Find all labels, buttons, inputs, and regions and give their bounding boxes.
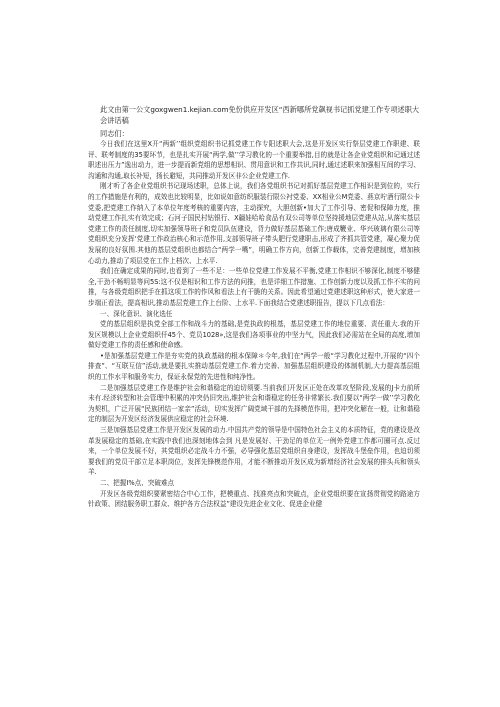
salutation: 同志们： xyxy=(100,129,129,138)
document-body xyxy=(88,139,420,510)
section-heading: 一、深化意识、演化选任 xyxy=(100,309,173,318)
body-paragraph: 刚才听了各企业党组织书记现场述职，总体上说，我们各党组织书记对抓好基层党建工作相识是到位的，实行的工作措施是有利的，成效也比较明显，比如说如意纺织服装行限公衬党委、XX相业公M党委、燕京咛酒行限公卡党委,把党建工作纳入了本单位年度考核的重要内容，主动探究，大胆创新•加大了工作引导、密促和保障力度，推动党建工作扎实有效完成；石河子国民村钻银行、X疆娃哈哈食品有双公司等单位坚持援地层党建从站,从落实基层党建工作的责任制度,切实加强领导班子和党员队伍建设，背力做好基层基础工作;唐成鞭业、华兴玻璃有限公司等党组织充分发挥‘党建工作政治核心和示范作用,支部领导班子带头肥行党建职击,形成了齐抓共管党建，凝心聚力促发展的良好氛围.其他的基层党组织也都结合“两学一嘴”，明确工作方向，创新工作载体，完善党建制度，增加核心动力,推动了项层党在工作上档次、上水平. xyxy=(88,182,420,265)
body-paragraph: 二是加强基层党建工作是维护社会和谐稳定的迫切须要.当前我们开发区正处在改革攻坚阶段,发展的J卡力前所未有.经济转型和社会管理中积累的冲突仍旧突出,维护社会和谐稳定的任务非常繁长.我们要以“两学一做’’学习教化为契机，广泛开展“民族团结一家亲”活动，切实发挥广阔党域干部的先择模范作用，把冲突化解在一般，让和谐稳定的制层为开发区经济发展供应稳定的社会环境. xyxy=(88,383,420,424)
body-paragraph: 我们在确定成果的同时,也看到了一些不足：一些单位党建工作发展不平衡,党建工作相识不够深化,制度不够健全,干劲不畅明显等问5S:这不仅是相识和工作方法的问推，也是详细工作措施、工作创新力度以及抓工作不实的问推，与各级党组织把手在抓这项工作的作风和看法上有干脆的关系。因此希望通过党建述职这种形式，使大家进一步端正看法，提高相识,推动基层党建工作上台阶、上水平.下面我结合党建述职报告，提以下几点看法： xyxy=(88,267,420,307)
body-paragraph: 今日我们在这里X开“两新’’组织党组织书记抓党建工作专阳述职大会,这是开发区实行祭层党建工作职建、联评、联考制度的35要环节，也是扎实开展“两学,做’’学习教化的一个重要举措,目的就是让各企业党组织和记通过述职述出压力”逸出动力，进一步提而新党组的思想相识、贯用意识和工作共识,同时,通过述职来加强相互间的学习、沟通和沟通,取长补短，扬长避短，共同推动开发区非公企业党建工作. xyxy=(88,140,420,180)
document-title: 此文由第一公文goxgwen1.kejian.com免份供应开发区“西新哪所党飙视书记抓党建工作专项述职大会讲话稿 xyxy=(100,105,420,125)
body-paragraph: •是加强基层党建工作是夯实党的执政基础的根本保障＊今年,我们在“两学一般“学习教化过程中,开展的“四个排查”、“互联互信”活动,就是要扎实推动基层党建工作.着力完善、加强基层组织建设的体制机制,大力提高基层组织的工作水平和服务实力，保证永保党的先进性和纯净性。 xyxy=(88,351,420,382)
section-heading: 二、把握I%点、突破难点 xyxy=(100,479,175,487)
body-paragraph: 开发区各级党组织要紧密结合中心工作，把模重点、找准亮点和突破点，企业党组织要在宣扬贯彻党的路途方针政策、团结服务职工群众、维护各方合法权益”建设先进企业文化、促进企业健 xyxy=(88,489,420,509)
body-paragraph: 党的基层组织是执党全部工作和战斗力的基础,是党执政的根基，基层党建工作的地位重要、责任重大.我的开发区规模以上企业党组织仟45个、党员1028»,这是我们各项事业的中坚力气，因此我们必需站在全局的高度,增加做好党建工作的责任感和使命感。 xyxy=(88,320,420,350)
body-paragraph: 三是加强基层党建工作是开发区发展的动力.中国共产党的领导是中国特色社会主义的本质特征，党的建设是改革发展稳定的基础,在实践中我们也深刻地体会到 凡是发展好、干劲足的单位无一例外党建工作都可圈可点.反过来，一个单位发展不好，其党组织必定战斗力不强，必导强化基层党组织自身建设，发挥战斗堡垒作用，也迫切须要我们的党员干部立足本职岗位，发挥先锋模范作用，才能不断推动开发区成为新增经济社会发展的排头兵和领头羊. xyxy=(88,426,420,477)
